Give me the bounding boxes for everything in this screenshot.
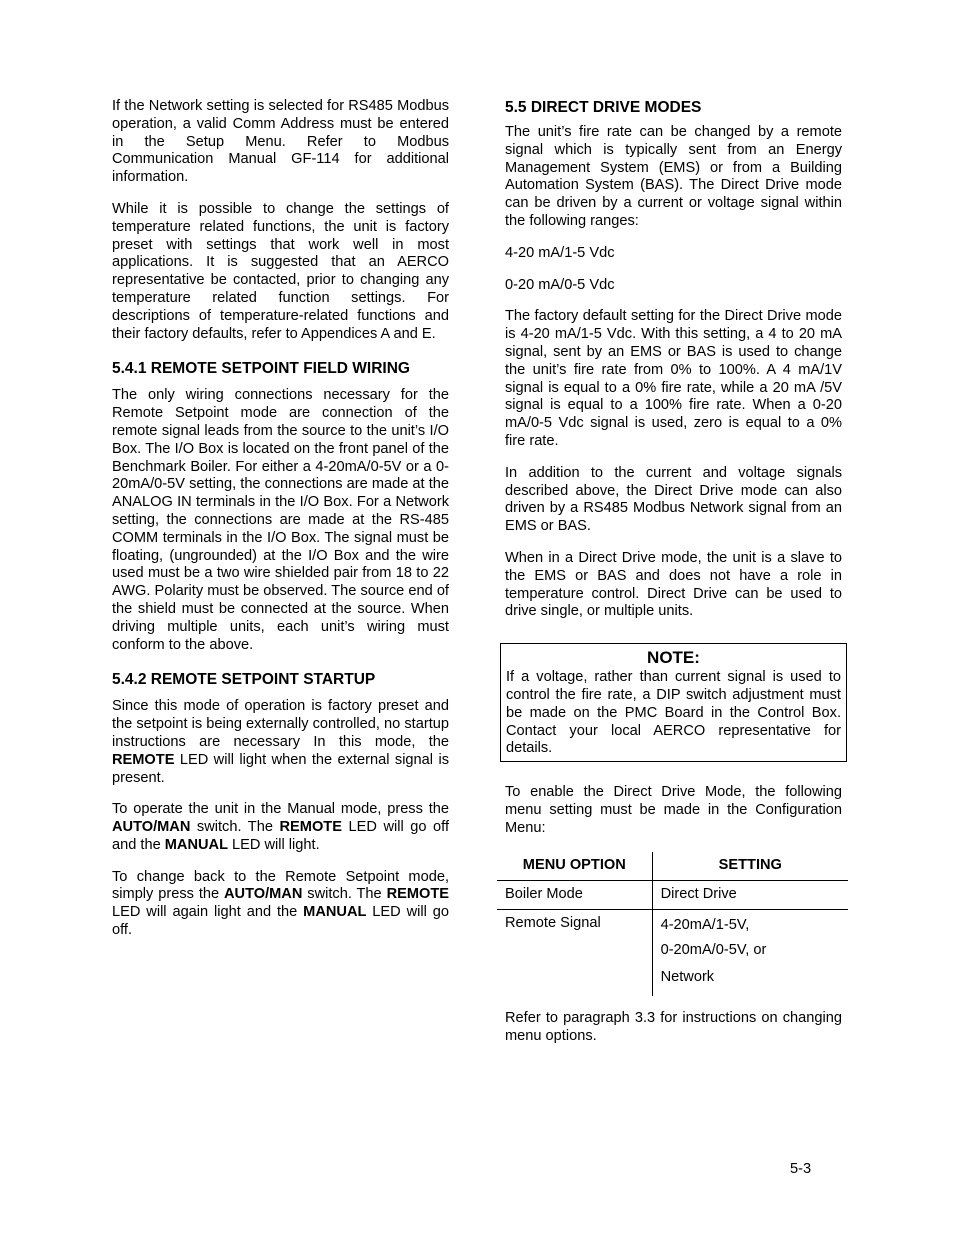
table-row [497, 910, 848, 997]
manual-label: MANUAL [164, 836, 228, 853]
paragraph-network-setting: If the Network setting is selected for RS485 Modbus operation, a valid Comm Address must be entered in the Setup Menu. Refer to Modbus Communication Manual GF-114 for additional information. [112, 98, 449, 186]
remote-label: REMOTE [112, 751, 175, 768]
paragraph-field-wiring: The only wiring connections necessary for the Remote Setpoint mode are connection of the remote signal leads from the source to the unit’s I/O Box. The I/O Box is located on the front panel of the Benchmark Boiler. For either a 4-20mA/0-5V or a 0-20mA/0-5V setting, the connections are made at the ANALOG IN terminals in the I/O Box. For a Network setting, the connections are made at the RS-485 COMM terminals in the I/O Box. The signal must be floating, (ungrounded) at the I/O Box and the wire used must be a two wire shielded pair from 18 to 22 AWG. Polarity must be observed. The source end of the shield must be connected at the source. When driving multiple units, each unit’s wiring must conform to the above. [112, 387, 449, 653]
heading-5-4-1: 5.4.1 REMOTE SETPOINT FIELD WIRING [112, 360, 410, 378]
table-header-setting: SETTING [652, 852, 848, 881]
auto-man-label: AUTO/MAN [224, 886, 303, 903]
left-column [112, 98, 449, 954]
paragraph-factory-default: The factory default setting for the Direct Drive mode is 4-20 mA/1-5 Vdc. With this setting, a 4 to 20 mA signal, sent by an EMS or BAS is used to change the unit’s fire rate from 0% to 100%. A 4 mA/1V signal is equal to a 0% fire rate, while a 20 mA /5V signal is equal to a 100% fire rate. When a 0-20 mA/0-5 Vdc signal is used, zero is equal to a 0% fire rate. [505, 308, 842, 449]
heading-5-5: 5.5 DIRECT DRIVE MODES [505, 99, 702, 116]
menu-settings-table [497, 852, 848, 997]
table-cell-setting: 4-20mA/1-5V, 0-20mA/0-5V, or Network [660, 917, 767, 986]
paragraph-slave: When in a Direct Drive mode, the unit is a slave to the EMS or BAS and does not have a role in temperature control. Direct Drive can be used to drive single, or multiple units. [505, 549, 842, 620]
right-column [505, 98, 842, 1060]
paragraph-modbus: In addition to the current and voltage signals described above, the Direct Drive mode can also driven by a RS485 Modbus Network signal from an EMS or BAS. [505, 464, 842, 535]
table-cell-option: Remote Signal [497, 910, 652, 997]
remote-label: REMOTE [386, 886, 449, 903]
range-0-20: 0-20 mA/0-5 Vdc [505, 276, 615, 293]
paragraph-direct-drive-intro: The unit’s fire rate can be changed by a remote signal which is typically sent from an Energy Management System (EMS) or from a Building Automation System (BAS). The Direct Drive mode can be driven by a current or voltage signal within the following ranges: [505, 124, 842, 229]
range-4-20: 4-20 mA/1-5 Vdc [505, 244, 615, 261]
paragraph-change-back: To change back to the Remote Setpoint mode, simply press the AUTO/MAN switch. The REMOTE LED will again light and the MANUAL LED will go off. [112, 868, 449, 939]
paragraph-manual-mode: To operate the unit in the Manual mode, press the AUTO/MAN switch. The REMOTE LED will go off and the MANUAL LED will light. [112, 801, 449, 853]
auto-man-label: AUTO/MAN [112, 819, 191, 836]
paragraph-refer: Refer to paragraph 3.3 for instructions on changing menu options. [505, 1010, 842, 1044]
note-box [500, 643, 847, 762]
table-row [497, 881, 848, 910]
table-cell-setting: Direct Drive [652, 881, 848, 910]
note-title: NOTE: [647, 648, 700, 668]
remote-label: REMOTE [279, 819, 342, 836]
table-header-option: MENU OPTION [497, 852, 652, 881]
paragraph-enable-direct-drive: To enable the Direct Drive Mode, the following menu setting must be made in the Configuration Menu: [505, 784, 842, 836]
note-body: If a voltage, rather than current signal is used to control the fire rate, a DIP switch adjustment must be made on the PMC Board in the Control Box. Contact your local AERCO representative for details. [506, 669, 841, 757]
paragraph-temperature-functions: While it is possible to change the settings of temperature related functions, the unit is factory preset with settings that work well in most applications. It is suggested that an AERCO representative be contacted, prior to changing any temperature related function settings. For descriptions of temperature-related functions and their factory defaults, refer to Appendices A and E. [112, 200, 449, 342]
table-cell-option: Boiler Mode [497, 881, 652, 910]
paragraph-startup: Since this mode of operation is factory preset and the setpoint is being externally controlled, no startup instructions are necessary In this mode, the REMOTE LED will light when the external signal is present. [112, 698, 449, 786]
page-number: 5-3 [790, 1161, 812, 1177]
heading-5-4-2: 5.4.2 REMOTE SETPOINT STARTUP [112, 671, 376, 689]
manual-label: MANUAL [303, 904, 367, 921]
